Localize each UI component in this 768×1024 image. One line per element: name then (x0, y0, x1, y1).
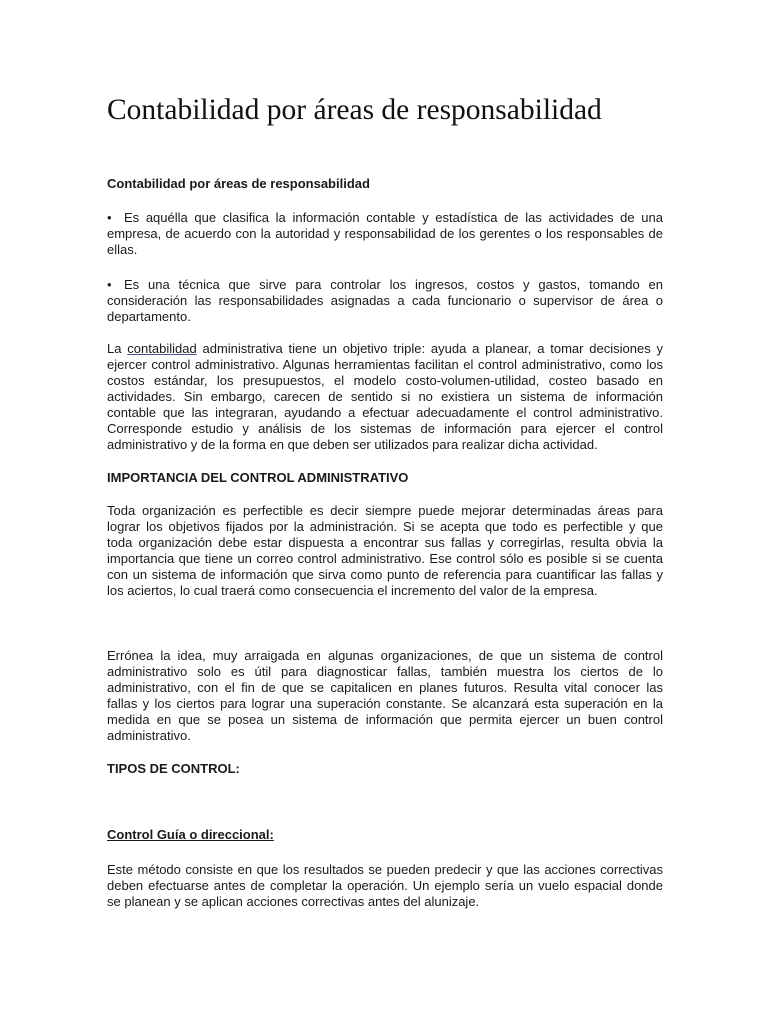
bullet-icon: • (107, 277, 112, 292)
bullet-icon: • (107, 210, 112, 225)
bullet-item-1: • Es aquélla que clasifica la información contable y estadística de las actividades de una empresa, de acuerdo con la autoridad y responsabilidad de los gerentes o los responsables de ellas. (107, 210, 663, 257)
paragraph-erronea: Errónea la idea, muy arraigada en algunas organizaciones, de que un sistema de control administrativo solo es útil para diagnosticar fallas, también muestra los ciertos de lo administrativo, con el fin de que se capitalicen en planes futuros. Resulta vital conocer las fallas y los ciertos para lograr una superación constante. Se alcanzará esta superación en la medida en que se posea un sistema de información que permita ejercer un buen control administrativo. (107, 648, 663, 743)
heading-importancia: IMPORTANCIA DEL CONTROL ADMINISTRATIVO (107, 470, 409, 485)
heading-control-guia: Control Guía o direccional: (107, 827, 274, 842)
bullet-item-2: • Es una técnica que sirve para controlar los ingresos, costos y gastos, tomando en consideración las responsabilidades asignadas a cada funcionario o supervisor de área o departamento. (107, 277, 663, 324)
paragraph-importancia: Toda organización es perfectible es decir siempre puede mejorar determinadas áreas para lograr los objetivos fijados por la administración. Si se acepta que todo es perfectible y que toda organización debe estar dispuesta a encontrar sus fallas y corregirlas, resulta obvia la importancia que tiene un correo control administrativo. Ese control sólo es posible si se cuenta con un sistema de información que sirva como punto de referencia para cuantificar las fallas y los aciertos, lo cual traerá como consecuencia el incremento del valor de la empresa. (107, 503, 663, 598)
paragraph-control-guia: Este método consiste en que los resultados se pueden predecir y que las acciones correctivas deben efectuarse antes de completar la operación. Un ejemplo sería un vuelo espacial donde se planean y se aplican acciones correctivas antes del alunizaje. (107, 862, 663, 909)
page-title: Contabilidad por áreas de responsabilidad (107, 94, 602, 126)
paragraph-contabilidad: La contabilidad administrativa tiene un objetivo triple: ayuda a planear, a tomar decisiones y ejercer control administrativo. Algunas herramientas facilitan el control administrativo, como los costos estándar, los presupuestos, el modelo costo-volumen-utilidad, costeo basado en actividades. Sin embargo, carecen de sentido si no existiera un sistema de información contable que las integraran, ayudando a efectuar adecuadamente el control administrativo. Corresponde estudio y análisis de los sistemas de información para ejercer el control administrativo y de la forma en que deben ser utilizados para realizar dicha actividad. (107, 341, 663, 452)
contabilidad-link[interactable]: contabilidad (127, 341, 197, 356)
heading-tipos-control: TIPOS DE CONTROL: (107, 761, 240, 776)
section-subtitle: Contabilidad por áreas de responsabilidad (107, 176, 370, 191)
